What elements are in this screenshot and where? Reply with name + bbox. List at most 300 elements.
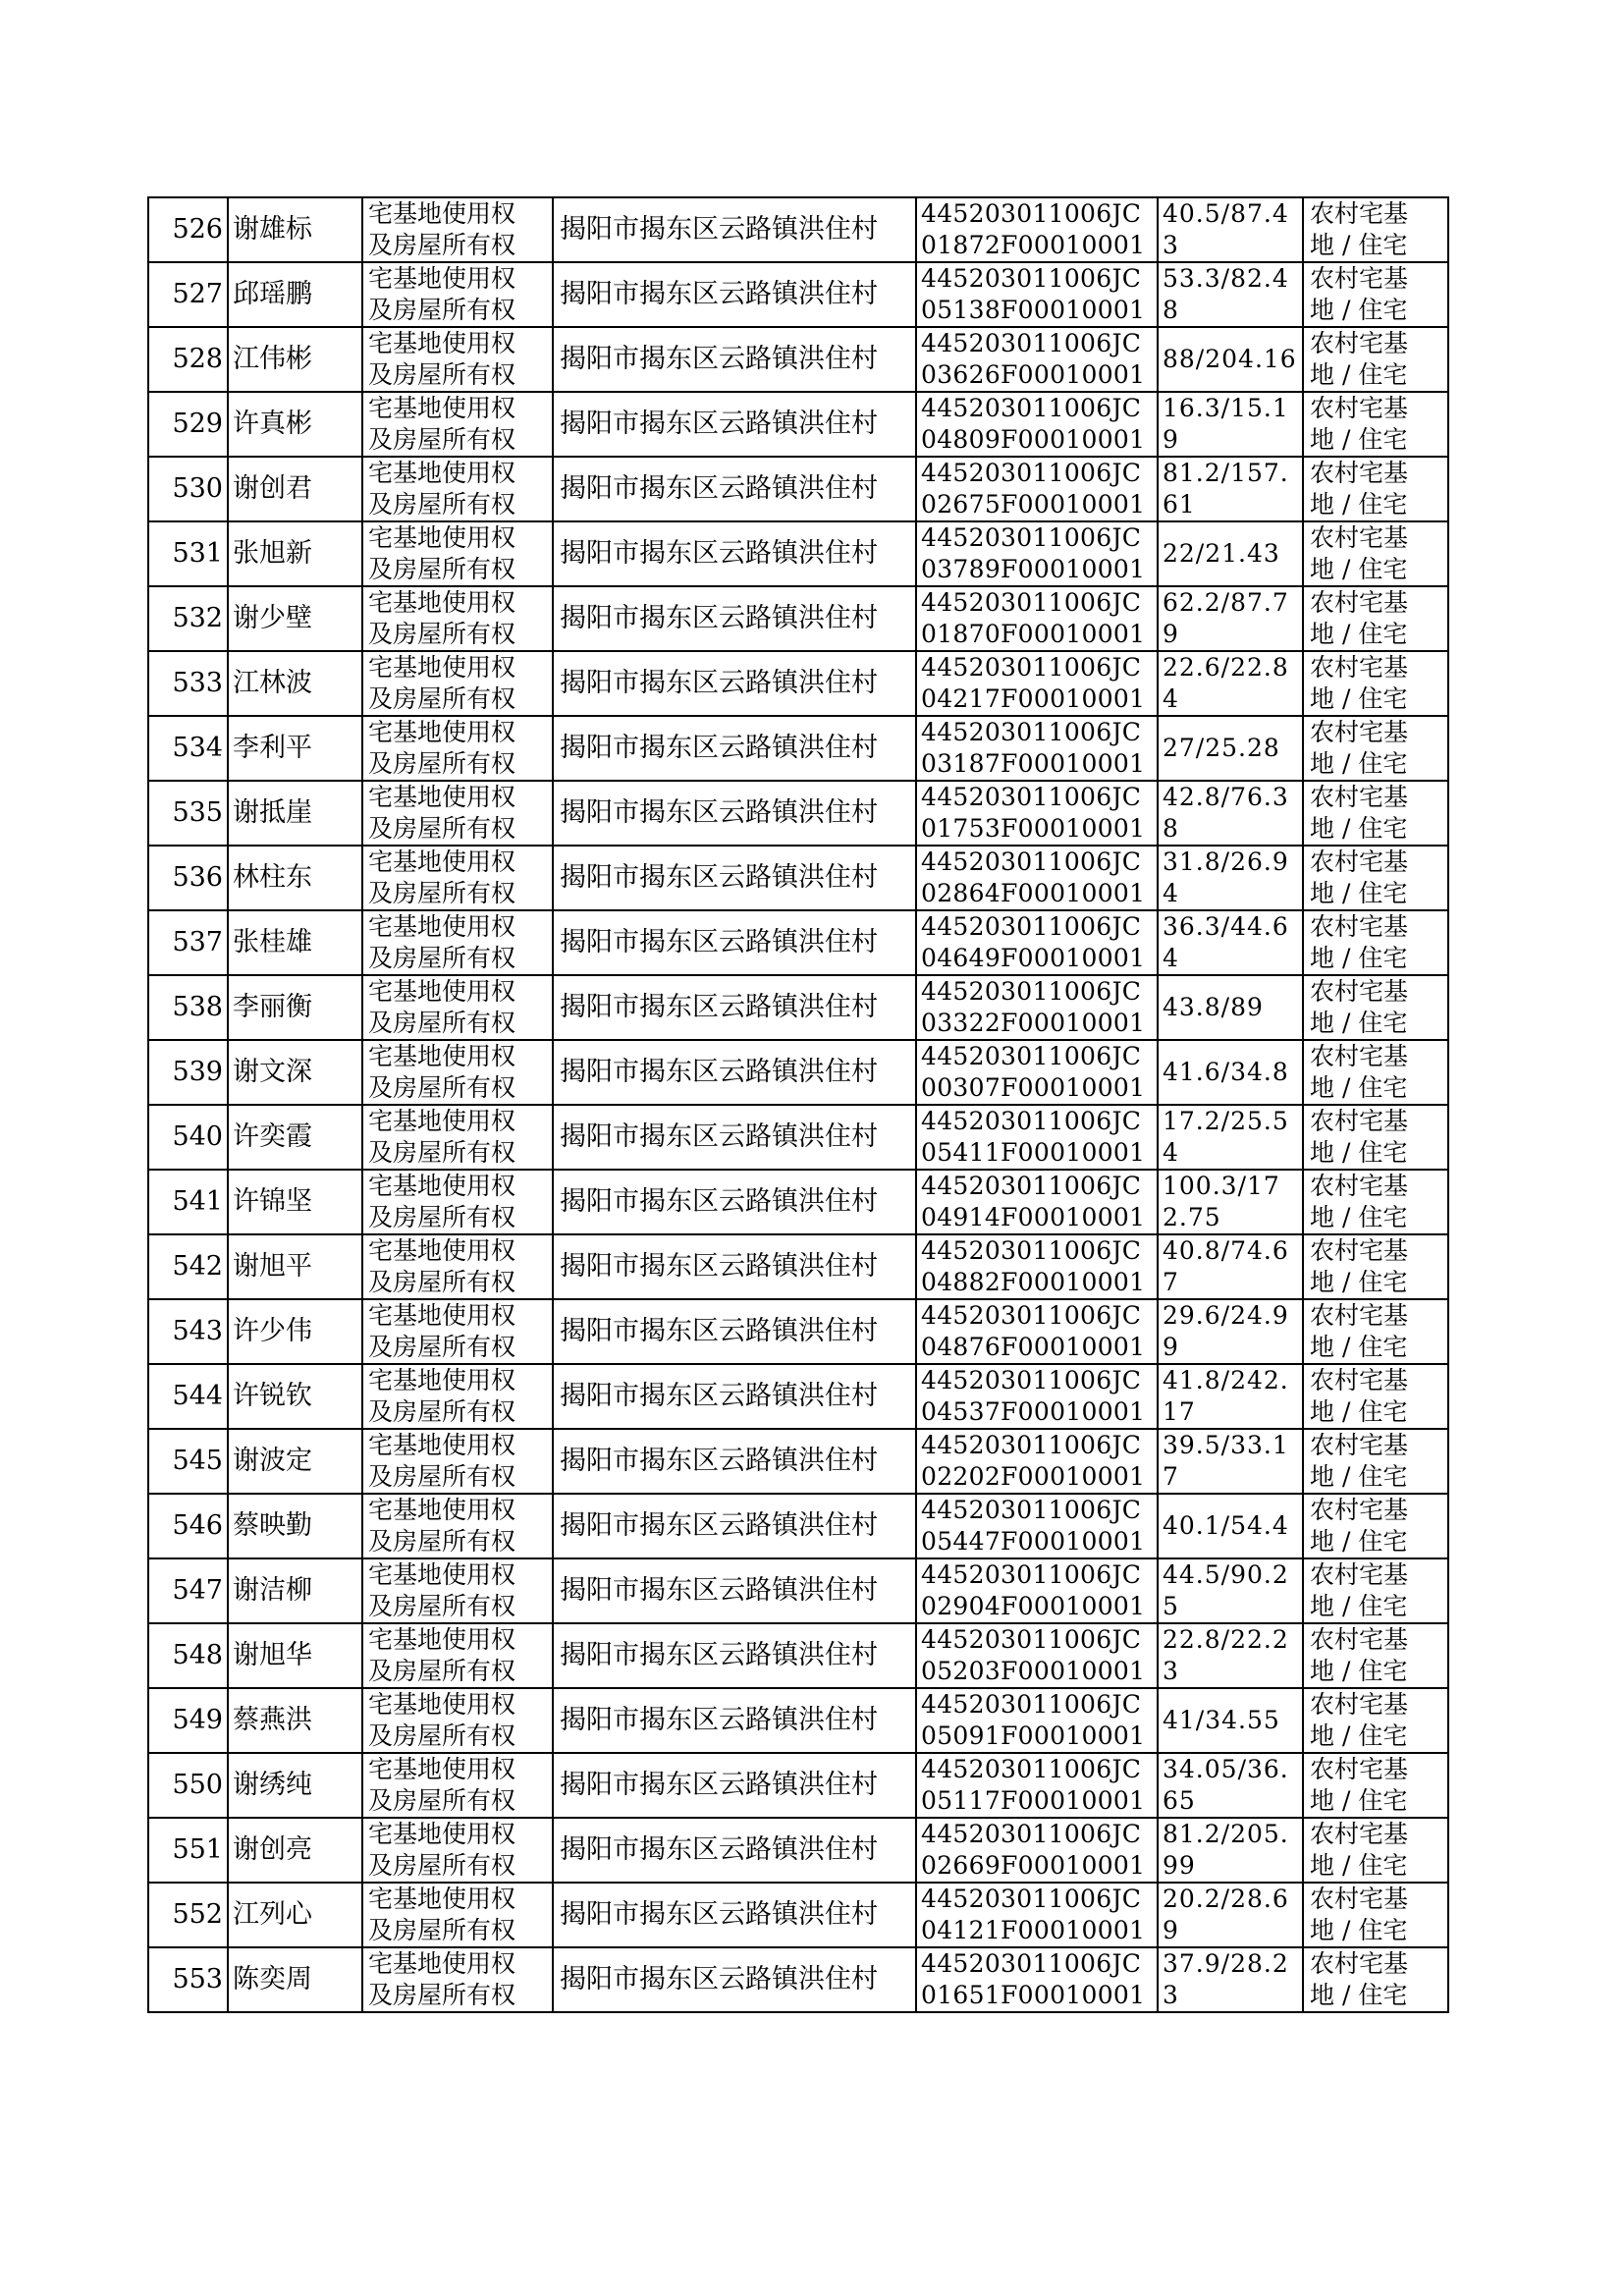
usage-line-2: 地 / 住宅 <box>1310 1657 1408 1685</box>
usage-line-1: 农村宅基 <box>1310 1301 1409 1330</box>
usage-line-1: 农村宅基 <box>1310 1107 1409 1135</box>
table-row <box>148 1494 1448 1558</box>
right-type <box>362 716 553 781</box>
right-type <box>362 1494 553 1558</box>
usage-line-2: 地 / 住宅 <box>1310 231 1408 259</box>
right-type-line-1: 宅基地使用权 <box>368 718 516 746</box>
area-value: 40.5/87.43 <box>1158 197 1303 262</box>
usage <box>1303 1947 1448 2012</box>
right-type-line-2: 及房屋所有权 <box>368 1786 516 1815</box>
usage-line-2: 地 / 住宅 <box>1310 749 1408 778</box>
right-type-line-2: 及房屋所有权 <box>368 814 516 843</box>
usage-line-2: 地 / 住宅 <box>1310 1721 1408 1750</box>
usage <box>1303 1688 1448 1753</box>
unit-code: 445203011006JC02675F00010001 <box>916 457 1158 521</box>
usage <box>1303 262 1448 327</box>
owner-name: 谢创君 <box>228 457 362 521</box>
usage <box>1303 1818 1448 1883</box>
right-type-line-2: 及房屋所有权 <box>368 749 516 778</box>
usage <box>1303 716 1448 781</box>
usage-line-2: 地 / 住宅 <box>1310 296 1408 324</box>
right-type <box>362 1883 553 1947</box>
right-type-line-1: 宅基地使用权 <box>368 199 516 228</box>
usage-line-2: 地 / 住宅 <box>1310 620 1408 648</box>
right-type-line-2: 及房屋所有权 <box>368 620 516 648</box>
right-type-line-1: 宅基地使用权 <box>368 1042 516 1070</box>
usage <box>1303 521 1448 586</box>
right-type <box>362 262 553 327</box>
area-value: 20.2/28.69 <box>1158 1883 1303 1947</box>
location: 揭阳市揭东区云路镇洪住村 <box>553 1753 916 1818</box>
unit-code: 445203011006JC01872F00010001 <box>916 197 1158 262</box>
table-row <box>148 197 1448 262</box>
usage-line-1: 农村宅基 <box>1310 1172 1409 1200</box>
right-type-line-1: 宅基地使用权 <box>368 783 516 811</box>
row-number: 542 <box>148 1234 228 1299</box>
right-type-line-2: 及房屋所有权 <box>368 1721 516 1750</box>
location: 揭阳市揭东区云路镇洪住村 <box>553 651 916 716</box>
right-type-line-2: 及房屋所有权 <box>368 1009 516 1037</box>
row-number: 529 <box>148 392 228 457</box>
area-value: 62.2/87.79 <box>1158 586 1303 651</box>
unit-code: 445203011006JC00307F00010001 <box>916 1040 1158 1105</box>
owner-name: 谢雄标 <box>228 197 362 262</box>
owner-name: 陈奕周 <box>228 1947 362 2012</box>
usage-line-1: 农村宅基 <box>1310 1949 1409 1978</box>
owner-name: 李利平 <box>228 716 362 781</box>
area-value: 100.3/172.75 <box>1158 1170 1303 1234</box>
usage-line-2: 地 / 住宅 <box>1310 1397 1408 1426</box>
owner-name: 江伟彬 <box>228 327 362 392</box>
usage <box>1303 846 1448 910</box>
location: 揭阳市揭东区云路镇洪住村 <box>553 716 916 781</box>
area-value: 44.5/90.25 <box>1158 1558 1303 1623</box>
usage <box>1303 1299 1448 1364</box>
owner-name: 谢文深 <box>228 1040 362 1105</box>
location: 揭阳市揭东区云路镇洪住村 <box>553 1299 916 1364</box>
unit-code: 445203011006JC04882F00010001 <box>916 1234 1158 1299</box>
owner-name: 李丽衡 <box>228 975 362 1040</box>
right-type-line-1: 宅基地使用权 <box>368 1885 516 1913</box>
table-row <box>148 846 1448 910</box>
table-row <box>148 1883 1448 1947</box>
right-type-line-2: 及房屋所有权 <box>368 1333 516 1361</box>
area-value: 40.1/54.4 <box>1158 1494 1303 1558</box>
unit-code: 445203011006JC02202F00010001 <box>916 1429 1158 1494</box>
location: 揭阳市揭东区云路镇洪住村 <box>553 1947 916 2012</box>
right-type <box>362 781 553 846</box>
right-type <box>362 910 553 975</box>
usage-line-2: 地 / 住宅 <box>1310 1592 1408 1620</box>
owner-name: 谢旭平 <box>228 1234 362 1299</box>
owner-name: 邱瑶鹏 <box>228 262 362 327</box>
row-number: 530 <box>148 457 228 521</box>
right-type-line-2: 及房屋所有权 <box>368 555 516 583</box>
row-number: 527 <box>148 262 228 327</box>
area-value: 22.8/22.23 <box>1158 1623 1303 1688</box>
usage-line-1: 农村宅基 <box>1310 588 1409 617</box>
right-type <box>362 521 553 586</box>
right-type <box>362 1818 553 1883</box>
usage-line-1: 农村宅基 <box>1310 459 1409 487</box>
area-value: 34.05/36.65 <box>1158 1753 1303 1818</box>
usage-line-2: 地 / 住宅 <box>1310 555 1408 583</box>
owner-name: 谢洁柳 <box>228 1558 362 1623</box>
right-type-line-1: 宅基地使用权 <box>368 264 516 293</box>
usage-line-1: 农村宅基 <box>1310 1560 1409 1589</box>
location: 揭阳市揭东区云路镇洪住村 <box>553 1040 916 1105</box>
table-row <box>148 1234 1448 1299</box>
usage-line-1: 农村宅基 <box>1310 783 1409 811</box>
usage-line-1: 农村宅基 <box>1310 199 1409 228</box>
row-number: 544 <box>148 1364 228 1429</box>
location: 揭阳市揭东区云路镇洪住村 <box>553 975 916 1040</box>
usage <box>1303 910 1448 975</box>
usage <box>1303 1623 1448 1688</box>
row-number: 535 <box>148 781 228 846</box>
unit-code: 445203011006JC03626F00010001 <box>916 327 1158 392</box>
right-type <box>362 1234 553 1299</box>
usage-line-2: 地 / 住宅 <box>1310 1786 1408 1815</box>
right-type-line-2: 及房屋所有权 <box>368 944 516 972</box>
table-row <box>148 521 1448 586</box>
owner-name: 谢少壁 <box>228 586 362 651</box>
area-value: 43.8/89 <box>1158 975 1303 1040</box>
owner-name: 许奕霞 <box>228 1105 362 1170</box>
usage-line-2: 地 / 住宅 <box>1310 944 1408 972</box>
right-type-line-2: 及房屋所有权 <box>368 425 516 454</box>
right-type <box>362 1040 553 1105</box>
area-value: 22.6/22.84 <box>1158 651 1303 716</box>
area-value: 42.8/76.38 <box>1158 781 1303 846</box>
area-value: 31.8/26.94 <box>1158 846 1303 910</box>
area-value: 27/25.28 <box>1158 716 1303 781</box>
area-value: 81.2/157.61 <box>1158 457 1303 521</box>
row-number: 552 <box>148 1883 228 1947</box>
registry-table <box>147 196 1449 2013</box>
location: 揭阳市揭东区云路镇洪住村 <box>553 781 916 846</box>
right-type <box>362 392 553 457</box>
usage-line-2: 地 / 住宅 <box>1310 1138 1408 1167</box>
usage-line-1: 农村宅基 <box>1310 718 1409 746</box>
table-row <box>148 1170 1448 1234</box>
table-row <box>148 1558 1448 1623</box>
usage <box>1303 1753 1448 1818</box>
table-row <box>148 1040 1448 1105</box>
owner-name: 张桂雄 <box>228 910 362 975</box>
right-type-line-1: 宅基地使用权 <box>368 653 516 682</box>
unit-code: 445203011006JC04537F00010001 <box>916 1364 1158 1429</box>
usage-line-1: 农村宅基 <box>1310 1820 1409 1848</box>
right-type-line-1: 宅基地使用权 <box>368 1236 516 1265</box>
location: 揭阳市揭东区云路镇洪住村 <box>553 457 916 521</box>
unit-code: 445203011006JC04649F00010001 <box>916 910 1158 975</box>
right-type-line-2: 及房屋所有权 <box>368 1203 516 1231</box>
row-number: 526 <box>148 197 228 262</box>
row-number: 531 <box>148 521 228 586</box>
right-type <box>362 1753 553 1818</box>
unit-code: 445203011006JC02904F00010001 <box>916 1558 1158 1623</box>
usage <box>1303 392 1448 457</box>
right-type-line-2: 及房屋所有权 <box>368 879 516 907</box>
usage-line-1: 农村宅基 <box>1310 912 1409 941</box>
usage-line-2: 地 / 住宅 <box>1310 1268 1408 1296</box>
usage-line-1: 农村宅基 <box>1310 329 1409 357</box>
usage <box>1303 651 1448 716</box>
location: 揭阳市揭东区云路镇洪住村 <box>553 1883 916 1947</box>
area-value: 22/21.43 <box>1158 521 1303 586</box>
usage-line-1: 农村宅基 <box>1310 1885 1409 1913</box>
usage-line-1: 农村宅基 <box>1310 1042 1409 1070</box>
usage <box>1303 1494 1448 1558</box>
location: 揭阳市揭东区云路镇洪住村 <box>553 1494 916 1558</box>
right-type <box>362 1105 553 1170</box>
usage-line-1: 农村宅基 <box>1310 1366 1409 1394</box>
row-number: 528 <box>148 327 228 392</box>
area-value: 17.2/25.54 <box>1158 1105 1303 1170</box>
right-type-line-2: 及房屋所有权 <box>368 1592 516 1620</box>
owner-name: 谢旭华 <box>228 1623 362 1688</box>
usage-line-2: 地 / 住宅 <box>1310 684 1408 713</box>
unit-code: 445203011006JC03187F00010001 <box>916 716 1158 781</box>
row-number: 543 <box>148 1299 228 1364</box>
usage <box>1303 1170 1448 1234</box>
right-type-line-1: 宅基地使用权 <box>368 1949 516 1978</box>
usage-line-2: 地 / 住宅 <box>1310 1462 1408 1491</box>
table-row <box>148 262 1448 327</box>
usage-line-2: 地 / 住宅 <box>1310 490 1408 519</box>
usage-line-1: 农村宅基 <box>1310 394 1409 422</box>
right-type-line-1: 宅基地使用权 <box>368 394 516 422</box>
table-row <box>148 1623 1448 1688</box>
usage-line-2: 地 / 住宅 <box>1310 1916 1408 1944</box>
usage <box>1303 1883 1448 1947</box>
usage-line-1: 农村宅基 <box>1310 523 1409 552</box>
right-type-line-1: 宅基地使用权 <box>368 1301 516 1330</box>
right-type <box>362 1947 553 2012</box>
owner-name: 江列心 <box>228 1883 362 1947</box>
unit-code: 445203011006JC05138F00010001 <box>916 262 1158 327</box>
right-type <box>362 1364 553 1429</box>
unit-code: 445203011006JC04217F00010001 <box>916 651 1158 716</box>
usage-line-2: 地 / 住宅 <box>1310 425 1408 454</box>
usage-line-1: 农村宅基 <box>1310 977 1409 1006</box>
table-row <box>148 1429 1448 1494</box>
unit-code: 445203011006JC04809F00010001 <box>916 392 1158 457</box>
usage-line-1: 农村宅基 <box>1310 264 1409 293</box>
right-type-line-1: 宅基地使用权 <box>368 1496 516 1524</box>
right-type <box>362 1558 553 1623</box>
area-value: 81.2/205.99 <box>1158 1818 1303 1883</box>
right-type-line-2: 及房屋所有权 <box>368 1527 516 1556</box>
location: 揭阳市揭东区云路镇洪住村 <box>553 586 916 651</box>
row-number: 549 <box>148 1688 228 1753</box>
table-row <box>148 1688 1448 1753</box>
right-type-line-2: 及房屋所有权 <box>368 684 516 713</box>
area-value: 16.3/15.19 <box>1158 392 1303 457</box>
usage-line-1: 农村宅基 <box>1310 1496 1409 1524</box>
table-row <box>148 975 1448 1040</box>
area-value: 40.8/74.67 <box>1158 1234 1303 1299</box>
usage-line-2: 地 / 住宅 <box>1310 1527 1408 1556</box>
area-value: 41/34.55 <box>1158 1688 1303 1753</box>
usage-line-2: 地 / 住宅 <box>1310 1203 1408 1231</box>
location: 揭阳市揭东区云路镇洪住村 <box>553 327 916 392</box>
usage-line-2: 地 / 住宅 <box>1310 1981 1408 2009</box>
location: 揭阳市揭东区云路镇洪住村 <box>553 392 916 457</box>
right-type-line-2: 及房屋所有权 <box>368 1916 516 1944</box>
unit-code: 445203011006JC04121F00010001 <box>916 1883 1158 1947</box>
right-type-line-1: 宅基地使用权 <box>368 1107 516 1135</box>
usage <box>1303 1234 1448 1299</box>
owner-name: 江林波 <box>228 651 362 716</box>
table-row <box>148 651 1448 716</box>
table-row <box>148 1364 1448 1429</box>
row-number: 534 <box>148 716 228 781</box>
location: 揭阳市揭东区云路镇洪住村 <box>553 1688 916 1753</box>
usage-line-1: 农村宅基 <box>1310 1690 1409 1719</box>
table-row <box>148 457 1448 521</box>
location: 揭阳市揭东区云路镇洪住村 <box>553 1105 916 1170</box>
right-type-line-2: 及房屋所有权 <box>368 296 516 324</box>
right-type <box>362 327 553 392</box>
owner-name: 许锐钦 <box>228 1364 362 1429</box>
unit-code: 445203011006JC04876F00010001 <box>916 1299 1158 1364</box>
row-number: 539 <box>148 1040 228 1105</box>
right-type-line-1: 宅基地使用权 <box>368 912 516 941</box>
right-type <box>362 457 553 521</box>
usage-line-2: 地 / 住宅 <box>1310 1073 1408 1102</box>
usage-line-2: 地 / 住宅 <box>1310 1851 1408 1880</box>
usage-line-1: 农村宅基 <box>1310 1625 1409 1654</box>
unit-code: 445203011006JC02864F00010001 <box>916 846 1158 910</box>
right-type-line-2: 及房屋所有权 <box>368 1138 516 1167</box>
usage <box>1303 1558 1448 1623</box>
right-type-line-1: 宅基地使用权 <box>368 1625 516 1654</box>
unit-code: 445203011006JC05091F00010001 <box>916 1688 1158 1753</box>
table-row <box>148 1105 1448 1170</box>
right-type-line-1: 宅基地使用权 <box>368 847 516 876</box>
right-type-line-2: 及房屋所有权 <box>368 231 516 259</box>
area-value: 39.5/33.17 <box>1158 1429 1303 1494</box>
usage-line-2: 地 / 住宅 <box>1310 814 1408 843</box>
right-type <box>362 651 553 716</box>
unit-code: 445203011006JC05117F00010001 <box>916 1753 1158 1818</box>
table-row <box>148 910 1448 975</box>
table-row <box>148 1299 1448 1364</box>
right-type-line-2: 及房屋所有权 <box>368 1462 516 1491</box>
row-number: 533 <box>148 651 228 716</box>
right-type <box>362 1688 553 1753</box>
right-type-line-1: 宅基地使用权 <box>368 977 516 1006</box>
owner-name: 张旭新 <box>228 521 362 586</box>
right-type-line-2: 及房屋所有权 <box>368 1073 516 1102</box>
row-number: 546 <box>148 1494 228 1558</box>
row-number: 545 <box>148 1429 228 1494</box>
owner-name: 许锦坚 <box>228 1170 362 1234</box>
usage-line-2: 地 / 住宅 <box>1310 360 1408 389</box>
area-value: 41.8/242.17 <box>1158 1364 1303 1429</box>
row-number: 538 <box>148 975 228 1040</box>
area-value: 88/204.16 <box>1158 327 1303 392</box>
right-type <box>362 1429 553 1494</box>
owner-name: 谢抵崖 <box>228 781 362 846</box>
right-type-line-1: 宅基地使用权 <box>368 1755 516 1783</box>
unit-code: 445203011006JC05447F00010001 <box>916 1494 1158 1558</box>
right-type-line-1: 宅基地使用权 <box>368 1690 516 1719</box>
right-type <box>362 197 553 262</box>
right-type-line-1: 宅基地使用权 <box>368 588 516 617</box>
area-value: 53.3/82.48 <box>1158 262 1303 327</box>
unit-code: 445203011006JC04914F00010001 <box>916 1170 1158 1234</box>
right-type-line-1: 宅基地使用权 <box>368 329 516 357</box>
right-type-line-1: 宅基地使用权 <box>368 1431 516 1459</box>
usage <box>1303 975 1448 1040</box>
right-type-line-1: 宅基地使用权 <box>368 1820 516 1848</box>
right-type <box>362 846 553 910</box>
right-type-line-1: 宅基地使用权 <box>368 459 516 487</box>
location: 揭阳市揭东区云路镇洪住村 <box>553 1234 916 1299</box>
table-row <box>148 586 1448 651</box>
owner-name: 谢绣纯 <box>228 1753 362 1818</box>
unit-code: 445203011006JC05411F00010001 <box>916 1105 1158 1170</box>
unit-code: 445203011006JC03322F00010001 <box>916 975 1158 1040</box>
area-value: 41.6/34.8 <box>1158 1040 1303 1105</box>
right-type <box>362 1623 553 1688</box>
location: 揭阳市揭东区云路镇洪住村 <box>553 910 916 975</box>
owner-name: 蔡燕洪 <box>228 1688 362 1753</box>
unit-code: 445203011006JC05203F00010001 <box>916 1623 1158 1688</box>
table-row <box>148 392 1448 457</box>
owner-name: 许少伟 <box>228 1299 362 1364</box>
right-type-line-1: 宅基地使用权 <box>368 1366 516 1394</box>
right-type <box>362 1299 553 1364</box>
usage-line-2: 地 / 住宅 <box>1310 1333 1408 1361</box>
usage-line-2: 地 / 住宅 <box>1310 1009 1408 1037</box>
owner-name: 谢创亮 <box>228 1818 362 1883</box>
location: 揭阳市揭东区云路镇洪住村 <box>553 1623 916 1688</box>
row-number: 547 <box>148 1558 228 1623</box>
right-type-line-1: 宅基地使用权 <box>368 1560 516 1589</box>
location: 揭阳市揭东区云路镇洪住村 <box>553 1558 916 1623</box>
usage-line-1: 农村宅基 <box>1310 1431 1409 1459</box>
table-row <box>148 781 1448 846</box>
right-type-line-2: 及房屋所有权 <box>368 360 516 389</box>
usage <box>1303 457 1448 521</box>
right-type-line-1: 宅基地使用权 <box>368 523 516 552</box>
right-type <box>362 586 553 651</box>
area-value: 37.9/28.23 <box>1158 1947 1303 2012</box>
unit-code: 445203011006JC02669F00010001 <box>916 1818 1158 1883</box>
table-row <box>148 327 1448 392</box>
usage <box>1303 1040 1448 1105</box>
right-type-line-1: 宅基地使用权 <box>368 1172 516 1200</box>
row-number: 550 <box>148 1753 228 1818</box>
usage-line-1: 农村宅基 <box>1310 1755 1409 1783</box>
row-number: 537 <box>148 910 228 975</box>
row-number: 548 <box>148 1623 228 1688</box>
row-number: 536 <box>148 846 228 910</box>
table-row <box>148 1753 1448 1818</box>
row-number: 551 <box>148 1818 228 1883</box>
usage <box>1303 1429 1448 1494</box>
row-number: 540 <box>148 1105 228 1170</box>
table-body <box>148 197 1448 2012</box>
usage <box>1303 197 1448 262</box>
usage-line-1: 农村宅基 <box>1310 847 1409 876</box>
right-type-line-2: 及房屋所有权 <box>368 1851 516 1880</box>
usage-line-1: 农村宅基 <box>1310 653 1409 682</box>
